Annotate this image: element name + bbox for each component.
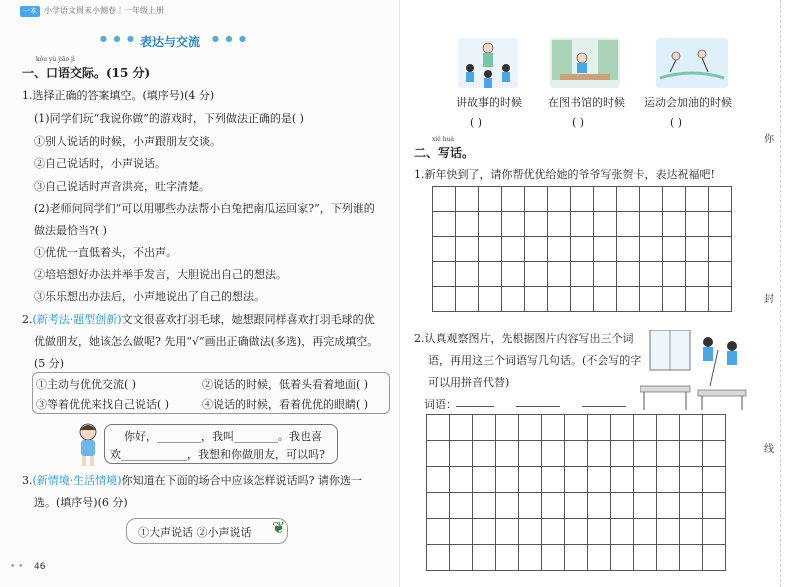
grid-cell[interactable] [634, 415, 657, 441]
grid-cell[interactable] [496, 519, 519, 545]
grid-cell[interactable] [611, 467, 634, 493]
grid-cell[interactable] [456, 262, 479, 287]
grid-cell[interactable] [427, 519, 450, 545]
q1-2-opt1: ①优优一直低着头，不出声。 [34, 246, 177, 259]
grid-cell[interactable] [634, 467, 657, 493]
grid-cell[interactable] [525, 212, 548, 237]
cut-line [780, 0, 781, 587]
girl-illustration [70, 420, 106, 468]
grid-cell[interactable] [594, 287, 617, 312]
grid-cell[interactable] [663, 262, 686, 287]
scene-label-1: 讲故事的时候 [456, 96, 522, 109]
page-number: 46 [34, 562, 46, 572]
q1-1-opt1: ①别人说话的时候，小声跟朋友交谈。 [34, 135, 221, 148]
grid-cell[interactable] [525, 187, 548, 212]
grid-cell[interactable] [594, 212, 617, 237]
grid-cell[interactable] [473, 441, 496, 467]
grid-cell[interactable] [519, 415, 542, 441]
grid-cell[interactable] [571, 287, 594, 312]
q3-tag: (新情境·生活情境) [32, 474, 122, 487]
grid-cell[interactable] [657, 519, 680, 545]
grid-cell[interactable] [657, 493, 680, 519]
grid-cell[interactable] [427, 545, 450, 571]
grid-cell[interactable] [473, 467, 496, 493]
book-title: 小学语文周末小测卷｜一年级上册 [44, 6, 164, 15]
grid-cell[interactable] [473, 415, 496, 441]
q2-score: (5 分) [34, 357, 65, 370]
grid-cell[interactable] [588, 467, 611, 493]
grid-cell[interactable] [542, 441, 565, 467]
grid-cell[interactable] [473, 519, 496, 545]
grid-cell[interactable] [502, 187, 525, 212]
q3-line1: 3.(新情境·生活情境)你知道在下面的场合中应该怎样说话吗? 请你选一 [22, 474, 362, 487]
q2-opt4: ④说话的时候，看着优优的眼睛( ) [202, 398, 369, 411]
grid-cell[interactable] [634, 519, 657, 545]
title-dots-left: ● ● ● [100, 34, 137, 43]
grid-cell[interactable] [427, 467, 450, 493]
grid-cell[interactable] [450, 545, 473, 571]
scene-label-3: 运动会加油的时候 [644, 96, 732, 109]
grid-cell[interactable] [709, 237, 732, 262]
grid-cell[interactable] [502, 237, 525, 262]
grid-cell[interactable] [427, 415, 450, 441]
grid-row [433, 287, 732, 312]
grid-cell[interactable] [496, 493, 519, 519]
right-page [400, 0, 800, 587]
grid-cell[interactable] [686, 187, 709, 212]
grid-cell[interactable] [433, 187, 456, 212]
grid-row [433, 237, 732, 262]
grid-row [433, 212, 732, 237]
grid-cell[interactable] [565, 441, 588, 467]
grid-cell[interactable] [433, 212, 456, 237]
grid-cell[interactable] [634, 545, 657, 571]
grid-cell[interactable] [571, 212, 594, 237]
q3-choices: ①大声说话 ②小声说话 [138, 526, 252, 539]
q2-opt3: ③等着优优来找自己说话( ) [36, 398, 170, 411]
scene-blank-3[interactable]: ( ) [670, 116, 683, 129]
word-line-2[interactable] [516, 406, 560, 407]
grid-cell[interactable] [686, 237, 709, 262]
grid-cell[interactable] [703, 441, 726, 467]
grid-cell[interactable] [663, 187, 686, 212]
grid-cell[interactable] [502, 287, 525, 312]
grid-cell[interactable] [663, 212, 686, 237]
grid-cell[interactable] [588, 493, 611, 519]
grid-cell[interactable] [703, 519, 726, 545]
write-q2-l2: 语，再用这三个词语写几句话。(不会写的字 [428, 354, 642, 367]
grid-cell[interactable] [617, 187, 640, 212]
grid-cell[interactable] [663, 287, 686, 312]
q1-1-opt2: ②自己说话时，小声说话。 [34, 157, 166, 170]
grid-cell[interactable] [611, 415, 634, 441]
grid-cell[interactable] [680, 519, 703, 545]
grid-cell[interactable] [456, 237, 479, 262]
grid-cell[interactable] [657, 545, 680, 571]
grid-cell[interactable] [571, 262, 594, 287]
grid-cell[interactable] [479, 262, 502, 287]
grid-cell[interactable] [456, 287, 479, 312]
grid-cell[interactable] [525, 237, 548, 262]
grid-cell[interactable] [611, 441, 634, 467]
section-title: 表达与交流 [140, 35, 201, 49]
q1-2-opt2: ②培培想好办法并举手发言，大胆说出自己的想法。 [34, 268, 287, 281]
storytelling-image [458, 38, 518, 88]
grid-cell[interactable] [456, 212, 479, 237]
write-q2-l3: 可以用拼音代替) [428, 376, 510, 389]
grid-cell[interactable] [709, 287, 732, 312]
grid-cell[interactable] [502, 262, 525, 287]
grid-cell[interactable] [450, 441, 473, 467]
grid-cell[interactable] [456, 187, 479, 212]
grid-cell[interactable] [680, 545, 703, 571]
grid-cell[interactable] [571, 237, 594, 262]
grid-cell[interactable] [473, 493, 496, 519]
part2-pinyin: xiě huà [432, 136, 455, 143]
grid-cell[interactable] [548, 187, 571, 212]
grid-row [427, 415, 726, 441]
bubble-line2: 欢____________，我想和你做朋友，可以吗? [110, 448, 325, 461]
grid-row [427, 441, 726, 467]
grid-cell[interactable] [427, 441, 450, 467]
grid-cell[interactable] [502, 212, 525, 237]
grid-cell[interactable] [617, 212, 640, 237]
grid-cell[interactable] [611, 493, 634, 519]
q1-2b: 做法最恰当?( ) [34, 224, 107, 237]
bubble-line1: 你好，________，我叫________。我也喜 [124, 430, 322, 443]
grid-row [433, 262, 732, 287]
grid-cell[interactable] [519, 519, 542, 545]
grid-cell[interactable] [496, 441, 519, 467]
grid-cell[interactable] [640, 262, 663, 287]
word-line-1[interactable] [456, 406, 494, 407]
side-char-2: 封 [764, 294, 774, 305]
grid-cell[interactable] [634, 493, 657, 519]
grid-cell[interactable] [479, 287, 502, 312]
grid-cell[interactable] [611, 545, 634, 571]
q1-stem: 1.选择正确的答案填空。(填序号)(4 分) [22, 89, 215, 102]
grid-cell[interactable] [571, 187, 594, 212]
grid-cell[interactable] [565, 493, 588, 519]
grid-cell[interactable] [542, 415, 565, 441]
grid-cell[interactable] [594, 237, 617, 262]
q2-tag: (新考法·题型创新) [32, 313, 122, 326]
grid-cell[interactable] [657, 415, 680, 441]
write-q2-l1: 2.认真观察图片，先根据图片内容写出三个词 [414, 332, 634, 345]
grid-cell[interactable] [703, 545, 726, 571]
grid-cell[interactable] [686, 212, 709, 237]
grid-cell[interactable] [433, 287, 456, 312]
page-dots: • • [10, 562, 24, 572]
grid-cell[interactable] [496, 415, 519, 441]
grid-cell[interactable] [450, 519, 473, 545]
word-line-3[interactable] [582, 406, 626, 407]
grid-cell[interactable] [640, 287, 663, 312]
grid-cell[interactable] [709, 262, 732, 287]
leaf-icon: ❦ [272, 518, 286, 537]
grid-cell[interactable] [617, 237, 640, 262]
grid-cell[interactable] [611, 519, 634, 545]
grid-cell[interactable] [450, 493, 473, 519]
part2-heading: 二、写话。 [414, 146, 475, 160]
scene-blank-2[interactable]: ( ) [572, 116, 585, 129]
grid-cell[interactable] [548, 212, 571, 237]
words-label: 词语： [424, 398, 457, 411]
q1-1-opt3: ③自己说话时声音洪亮，吐字清楚。 [34, 180, 210, 193]
q2-text: 文文很喜欢打羽毛球，她想跟同样喜欢打羽毛球的优 [121, 313, 375, 326]
grid-cell[interactable] [548, 237, 571, 262]
grid-cell[interactable] [433, 262, 456, 287]
grid-cell[interactable] [617, 262, 640, 287]
grid-row [427, 467, 726, 493]
side-char-3: 线 [764, 444, 774, 455]
book-tag: 一本 [20, 6, 40, 17]
grid-cell[interactable] [709, 212, 732, 237]
writing-grid-1[interactable] [432, 186, 732, 312]
grid-row [427, 493, 726, 519]
grid-cell[interactable] [519, 493, 542, 519]
grid-cell[interactable] [479, 237, 502, 262]
grid-cell[interactable] [617, 287, 640, 312]
scene-blank-1[interactable]: ( ) [470, 116, 483, 129]
grid-cell[interactable] [519, 545, 542, 571]
grid-cell[interactable] [640, 212, 663, 237]
grid-cell[interactable] [473, 545, 496, 571]
write-q1: 1.新年快到了，请你帮优优给她的爷爷写张贺卡，表达祝福吧! [414, 168, 715, 181]
grid-cell[interactable] [680, 415, 703, 441]
grid-cell[interactable] [542, 545, 565, 571]
sports-image [656, 38, 728, 88]
grid-cell[interactable] [479, 187, 502, 212]
grid-cell[interactable] [433, 237, 456, 262]
grid-cell[interactable] [680, 441, 703, 467]
library-figures [550, 38, 620, 88]
q3-text: 你知道在下面的场合中应该怎样说话吗? 请你选一 [121, 474, 362, 487]
grid-cell[interactable] [703, 467, 726, 493]
grid-cell[interactable] [542, 519, 565, 545]
grid-cell[interactable] [525, 287, 548, 312]
grid-cell[interactable] [686, 262, 709, 287]
q1-2-opt3: ③乐乐想出办法后，小声地说出了自己的想法。 [34, 290, 265, 303]
grid-cell[interactable] [548, 262, 571, 287]
grid-cell[interactable] [680, 493, 703, 519]
grid-cell[interactable] [479, 212, 502, 237]
side-char-1: 你 [764, 134, 774, 145]
grid-row [427, 545, 726, 571]
grid-cell[interactable] [519, 441, 542, 467]
grid-cell[interactable] [680, 467, 703, 493]
grid-cell[interactable] [519, 467, 542, 493]
grid-cell[interactable] [709, 187, 732, 212]
grid-cell[interactable] [640, 187, 663, 212]
q2-line2: 优做朋友，她该怎么做呢? 先用“√”画出正确做法(多选)，再完成填空。 [34, 335, 379, 348]
grid-cell[interactable] [588, 519, 611, 545]
grid-cell[interactable] [703, 415, 726, 441]
writing-grid-2[interactable] [426, 414, 726, 571]
q1-2: (2)老师问同学们“可以用哪些办法帮小白兔把南瓜运回家?”，下列谁的 [34, 202, 375, 215]
grid-cell[interactable] [634, 441, 657, 467]
grid-cell[interactable] [657, 467, 680, 493]
grid-cell[interactable] [496, 545, 519, 571]
grid-cell[interactable] [640, 237, 663, 262]
grid-row [433, 187, 732, 212]
q1-1: (1)同学们玩“我说你做”的游戏时，下列做法正确的是( ) [34, 112, 304, 125]
grid-row [427, 519, 726, 545]
library-image [550, 38, 620, 88]
grid-cell[interactable] [496, 467, 519, 493]
grid-cell[interactable] [588, 545, 611, 571]
q2-opt2: ②说话的时候，低着头看着地面( ) [202, 378, 369, 391]
scene-label-2: 在图书馆的时候 [548, 96, 625, 109]
q2-line1: 2.(新考法·题型创新)文文很喜欢打羽毛球，她想跟同样喜欢打羽毛球的优 [22, 313, 375, 326]
grid-cell[interactable] [450, 467, 473, 493]
grid-cell[interactable] [542, 493, 565, 519]
part1-heading: 一、口语交际。(15 分) [22, 66, 151, 80]
grid-cell[interactable] [565, 545, 588, 571]
grid-cell[interactable] [427, 493, 450, 519]
grid-cell[interactable] [565, 415, 588, 441]
storytelling-figures [458, 38, 518, 88]
grid-cell[interactable] [548, 287, 571, 312]
q3-line2: 选。(填序号)(6 分) [34, 496, 128, 509]
grid-cell[interactable] [525, 262, 548, 287]
classroom-cleaning-image [640, 330, 748, 412]
grid-cell[interactable] [686, 287, 709, 312]
grid-cell[interactable] [703, 493, 726, 519]
pinyin-ruby: kǒu yǔ jiāo jì [36, 56, 75, 63]
grid-cell[interactable] [594, 262, 617, 287]
grid-cell[interactable] [565, 519, 588, 545]
grid-cell[interactable] [594, 187, 617, 212]
grid-cell[interactable] [565, 467, 588, 493]
grid-cell[interactable] [588, 415, 611, 441]
grid-cell[interactable] [450, 415, 473, 441]
q2-opt1: ①主动与优优交流( ) [36, 378, 137, 391]
title-dots-right: ● ● ● [212, 34, 249, 43]
grid-cell[interactable] [657, 441, 680, 467]
grid-cell[interactable] [588, 441, 611, 467]
grid-cell[interactable] [542, 467, 565, 493]
sports-figures [656, 38, 728, 88]
grid-cell[interactable] [663, 237, 686, 262]
